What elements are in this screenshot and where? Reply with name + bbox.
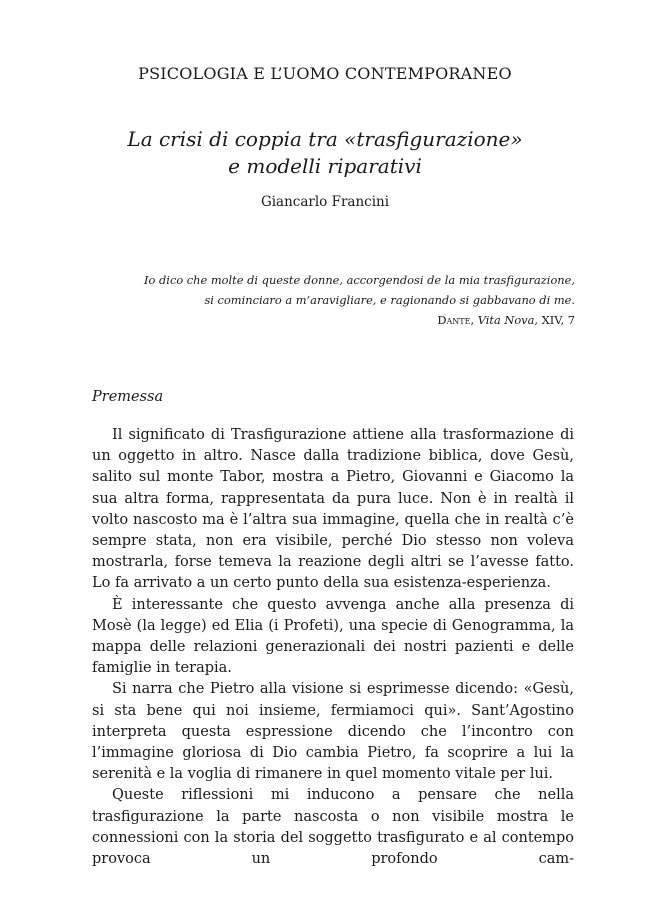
- article-title-line-2: e modelli riparativi: [228, 154, 422, 178]
- epigraph-line-2: si cominciaro a m’aravigliare, e ragionando si gabbavano di me.: [204, 293, 575, 307]
- epigraph: [105, 270, 575, 330]
- body-text: [92, 425, 574, 870]
- epigraph-cite-author: Dante: [437, 313, 471, 327]
- paragraph-4: Queste riflessioni mi inducono a pensare che nella trasfigurazione la parte nascosta o non visibile mostra le connessioni con la storia del soggetto trasfigurato e al contempo provoca un profondo cam-: [92, 787, 574, 868]
- paragraph-2: È interessante che questo avvenga anche alla presenza di Mosè (la legge) ed Elia (i Profeti), una specie di Genogramma, la mappa delle relazioni generazionali dei nostri pazienti e delle famiglie in terapia.: [92, 596, 574, 677]
- paragraph-1: Il significato di Trasfigurazione attiene alla trasformazione di un oggetto in altro. Nasce dalla tradizione biblica, dove Gesù, salito sul monte Tabor, mostra a Pietro, Giovanni e Giacomo la sua altra forma, rappresentata da pura luce. Non è in realtà il volto nascosto ma è l’altra sua immagine, quella che in realtà c’è sempre stata, non era visibile, perché Dio stesso non voleva mostrarla, forse temeva la reazione degli altri se l’avesse fatto. Lo fa arrivato a un certo punto della sua esistenza-esperienza.: [92, 427, 574, 592]
- epigraph-line-1: Io dico che molte di queste donne, accorgendosi de la mia trasfigurazione,: [144, 273, 575, 287]
- section-heading: Premessa: [92, 389, 164, 405]
- article-title-line-1: La crisi di coppia tra «trasfigurazione»: [127, 127, 523, 151]
- epigraph-cite-work: Vita Nova: [477, 313, 535, 327]
- paragraph-3: Si narra che Pietro alla visione si esprimesse dicendo: «Gesù, si sta bene qui noi insieme, fermiamoci qui». Sant’Agostino interpreta questa espressione dicendo che l’incontro con l’immagine gloriosa di Dio cambia Pietro, fa scoprire a lui la serenità e la voglia di rimanere in quel momento vitale per lui.: [92, 681, 574, 783]
- epigraph-citation: Dante, Vita Nova, XIV, 7: [437, 313, 575, 327]
- author-name: Giancarlo Francini: [260, 194, 390, 210]
- epigraph-cite-ref: , XIV, 7: [534, 313, 575, 327]
- section-title: PSICOLOGIA E L’UOMO CONTEMPORANEO: [138, 64, 512, 83]
- article-title: [0, 126, 650, 180]
